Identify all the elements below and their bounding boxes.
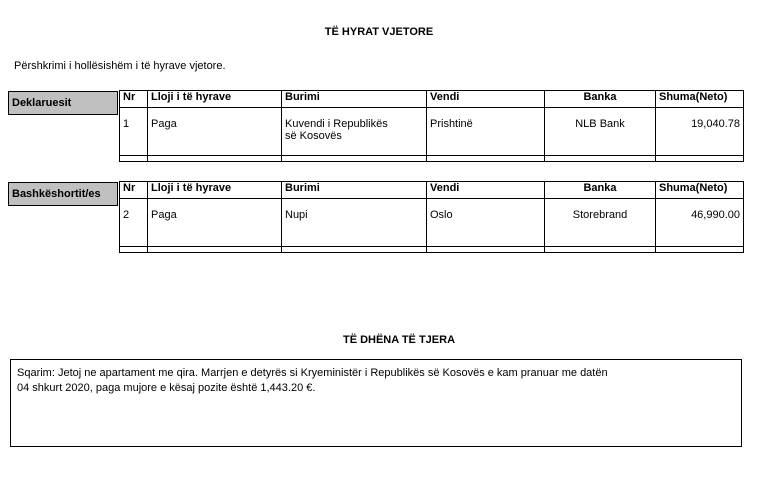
cell-bank: Storebrand: [545, 199, 656, 247]
spouse-label: Bashkëshortit/es: [8, 182, 118, 206]
cell-source: [282, 108, 427, 156]
col-nr: Nr: [120, 91, 148, 108]
col-source: Burimi: [282, 91, 427, 108]
cell-type: Paga: [148, 108, 282, 156]
cell-type: Paga: [148, 199, 282, 247]
page-title: TË HYRAT VJETORE: [324, 26, 434, 38]
explanation-box: [10, 359, 742, 447]
col-type: Lloji i të hyrave: [148, 182, 282, 199]
table-header-row: [120, 91, 744, 108]
col-bank: Banka: [545, 182, 656, 199]
source-line: Kuvendi i Republikës: [285, 118, 388, 130]
spouse-income-table: [119, 181, 744, 253]
col-amount: Shuma(Neto): [656, 182, 744, 199]
table-spacer-row: [120, 247, 744, 253]
cell-bank: NLB Bank: [545, 108, 656, 156]
cell-amount: 19,040.78: [656, 108, 744, 156]
cell-nr: 1: [120, 108, 148, 156]
col-nr: Nr: [120, 182, 148, 199]
table-row: [120, 108, 744, 156]
cell-place: Oslo: [427, 199, 545, 247]
col-source: Burimi: [282, 182, 427, 199]
col-place: Vendi: [427, 91, 545, 108]
cell-nr: 2: [120, 199, 148, 247]
table-row: [120, 199, 744, 247]
cell-amount: 46,990.00: [656, 199, 744, 247]
declarant-income-table: [119, 90, 744, 162]
col-amount: Shuma(Neto): [656, 91, 744, 108]
table-spacer-row: [120, 156, 744, 162]
table-header-row: [120, 182, 744, 199]
cell-source: [282, 199, 427, 247]
source-line: së Kosovës: [285, 130, 342, 142]
col-place: Vendi: [427, 182, 545, 199]
cell-place: Prishtinë: [427, 108, 545, 156]
source-line: Nupi: [285, 209, 308, 221]
other-data-title: TË DHËNA TË TJERA: [342, 334, 456, 346]
explanation-line: Sqarim: Jetoj ne apartament me qira. Marrjen e detyrës si Kryeministër i Republikës së Kosovës e kam pranuar me datën: [17, 367, 608, 379]
declarant-label: Deklaruesit: [8, 91, 118, 115]
intro-text: Përshkrimi i hollësishëm i të hyrave vjetore.: [14, 60, 226, 72]
explanation-line: 04 shkurt 2020, paga mujore e kësaj pozite është 1,443.20 €.: [17, 382, 316, 394]
col-bank: Banka: [545, 91, 656, 108]
col-type: Lloji i të hyrave: [148, 91, 282, 108]
